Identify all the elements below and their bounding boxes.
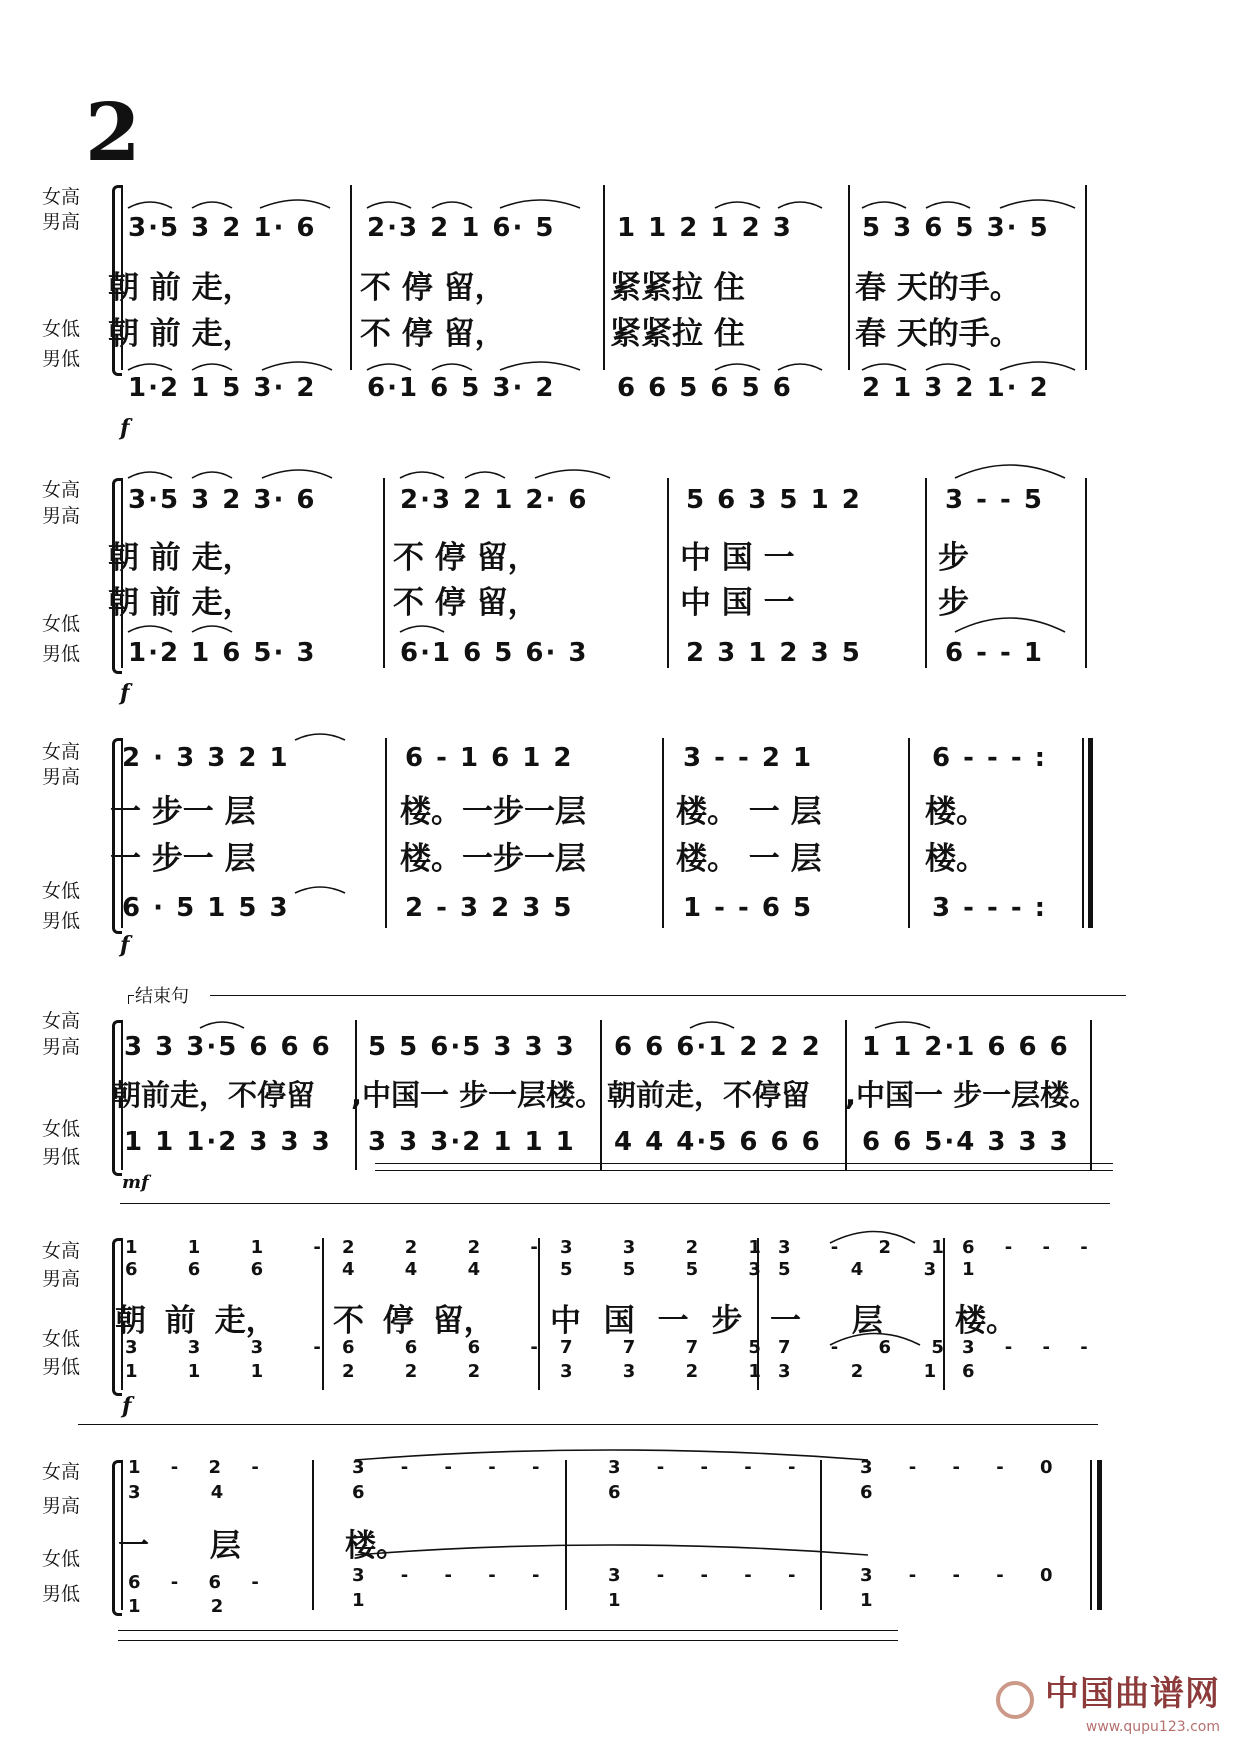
upper-measure-3: 5 6 3 5 1 2 [686,485,862,515]
slur [926,364,970,370]
slur [432,202,472,208]
lyric-line-2-m4: 步 [938,585,969,621]
voice-label-lower-2: 男低 [42,643,81,665]
voice-label-lower-2: 男低 [42,1146,81,1168]
lyric-m5: 楼。 [955,1303,1017,1339]
slur [862,202,906,208]
lyric-line-1-m1: 朝 前 走， [108,270,254,306]
slur [830,1232,915,1244]
section-label: 结束句 [135,986,189,1007]
slur [128,364,172,370]
lyric-line-2-m2: 不 停 留， [393,585,539,621]
slur [400,626,444,632]
slur [778,202,822,208]
lower-top-m4: 7 - 6 5 [778,1337,946,1358]
lower-bottom-m4: 1 [860,1590,875,1611]
upper-top-m3: 3 - - - - [608,1457,798,1478]
dynamic-mark: f [120,680,130,706]
upper-bottom-m2: 4 4 4 [342,1259,483,1280]
upper-top-m1: 1 1 1 - [125,1237,323,1258]
lyric-line-1-m4: 春 天的手。 [855,270,1021,306]
upper-bottom-m2: 6 [352,1482,367,1503]
lyric-line-2-m1: 朝 前 走， [108,585,254,621]
voice-label-lower-1: 女低 [42,1328,81,1350]
lower-measure-3: 6 6 5 6 5 6 [617,373,793,403]
upper-measure-3: 1 1 2 1 2 3 [617,213,793,243]
upper-bottom-m5: 1 [962,1259,977,1280]
lyric-line-1-m3: 中 国 一 [680,540,795,576]
lyric-m4: 一 层 [770,1303,883,1339]
lower-measure-1: 1·2 1 5 3· 2 [128,373,317,403]
lyric-line-2-m1: 朝 前 走， [108,316,254,352]
slur [1000,200,1075,208]
slur [1000,362,1075,370]
voice-label-upper-2: 男高 [42,1495,81,1517]
lyric-line-2-m4: 春 天的手。 [855,316,1021,352]
lyric-line-1-m3: 紧紧拉 住 [610,270,745,306]
lower-measure-2: 6·1 6 5 6· 3 [400,638,589,668]
upper-measure-4: 6 - - - : [932,743,1048,773]
watermark-name: 中国曲谱网 [1045,1673,1220,1714]
lyric-line-1-m4: 楼。 [925,794,987,830]
voice-label-upper-2: 男高 [42,1036,81,1058]
dynamic-mark: f [122,1393,132,1419]
slur [778,364,822,370]
lyric-line-1-m3: 楼。 一 层 [676,794,822,830]
upper-measure-2: 6 - 1 6 1 2 [405,743,574,773]
lyric-line-1-m2: 不 停 留， [360,270,506,306]
voice-label-lower-1: 女低 [42,613,81,635]
voice-label-upper-1: 女高 [42,1240,81,1262]
upper-top-m5: 6 - - - [962,1237,1090,1258]
lyric-line-2-m3: 紧紧拉 住 [610,316,745,352]
tie [355,1545,868,1555]
lower-measure-4: 6 6 5·4 3 3 3 [862,1127,1070,1157]
dynamic-mark: f [120,415,130,441]
lower-bottom-m4: 3 2 1 [778,1361,939,1382]
dynamic-mark: f [120,932,130,958]
upper-measure-4: 1 1 2·1 6 6 6 [862,1032,1070,1062]
lower-top-m5: 3 - - - [962,1337,1090,1358]
slur [690,1022,734,1028]
watermark-logo-icon [996,1681,1034,1719]
voice-label-lower-2: 男低 [42,348,81,370]
lower-measure-3: 4 4 4·5 6 6 6 [614,1127,822,1157]
upper-measure-1: 3·5 3 2 1· 6 [128,213,317,243]
lyric-line-2-m2: 不 停 留， [360,316,506,352]
voice-label-lower-2: 男低 [42,1583,81,1605]
lyric-line-1-m1: 朝前走，不停留 [112,1078,316,1112]
upper-top-m2: 3 - - - - [352,1457,542,1478]
lower-bottom-m3: 3 3 2 1 [560,1361,763,1382]
lower-top-m1: 3 3 3 - [125,1337,323,1358]
lower-measure-3: 1 - - 6 5 [683,893,814,923]
slur [955,465,1065,478]
lower-bottom-m3: 1 [608,1590,623,1611]
watermark [996,1666,1220,1736]
lower-measure-1: 1·2 1 6 5· 3 [128,638,317,668]
lower-bottom-m1: 1 1 1 [125,1361,266,1382]
slur [295,887,345,893]
lyric-line-1-m4: ,中国一 步一层楼。 [845,1078,1099,1112]
voice-label-upper-2: 男高 [42,211,81,233]
slur [262,470,332,478]
lyric-line-1-m1: 一 步一 层 [110,794,256,830]
slur [128,202,172,208]
upper-bottom-m1: 3 4 [128,1482,226,1503]
voice-label-upper-2: 男高 [42,766,81,788]
slur [192,202,232,208]
lyric-line-1-m4: 步 [938,540,969,576]
lower-bottom-m5: 6 [962,1361,977,1382]
voice-label-lower-1: 女低 [42,318,81,340]
slur [535,470,610,478]
upper-bottom-m4: 6 [860,1482,875,1503]
voice-label-lower-2: 男低 [42,910,81,932]
upper-measure-3: 6 6 6·1 2 2 2 [614,1032,822,1062]
slur [955,618,1065,632]
lyric-m3: 中 国 一 步 [550,1303,743,1339]
slur [400,472,444,478]
lower-bottom-m2: 1 [352,1590,367,1611]
slur [500,362,580,370]
upper-measure-2: 2·3 2 1 2· 6 [400,485,589,515]
upper-measure-4: 3 - - 5 [945,485,1044,515]
slur [500,200,580,208]
upper-measure-2: 2·3 2 1 6· 5 [367,213,556,243]
lower-measure-2: 3 3 3·2 1 1 1 [368,1127,576,1157]
lyric-line-1-m2: ,中国一 步一层楼。 [351,1078,605,1112]
upper-top-m4: 3 - - - 0 [860,1457,1055,1478]
upper-measure-1: 3·5 3 2 3· 6 [128,485,317,515]
upper-top-m3: 3 3 2 1 [560,1237,763,1258]
lyric-line-2-m2: 楼。一步一层 [400,841,586,877]
upper-bottom-m3: 6 [608,1482,623,1503]
lower-top-m4: 3 - - - 0 [860,1565,1055,1586]
slur [262,362,332,370]
upper-measure-1: 2 · 3 3 2 1 [122,743,290,773]
lyric-line-2-m4: 楼。 [925,841,987,877]
slur [432,364,472,370]
lyric-line-2-m3: 中 国 一 [680,585,795,621]
upper-top-m1: 1 - 2 - [128,1457,261,1478]
upper-bottom-m4: 5 4 3 [778,1259,939,1280]
upper-bottom-m1: 6 6 6 [125,1259,266,1280]
voice-label-lower-1: 女低 [42,1548,81,1570]
slur [875,1022,930,1028]
voice-label-upper-1: 女高 [42,1461,81,1483]
lyric-m2: 楼。 [345,1528,407,1564]
upper-measure-3: 3 - - 2 1 [683,743,814,773]
lower-top-m2: 3 - - - - [352,1565,542,1586]
lower-measure-3: 2 3 1 2 3 5 [686,638,862,668]
lower-measure-2: 2 - 3 2 3 5 [405,893,574,923]
lower-measure-2: 6·1 6 5 3· 2 [367,373,556,403]
lyric-line-2-m1: 一 步一 层 [110,841,256,877]
voice-label-upper-1: 女高 [42,186,81,208]
upper-top-m4: 3 - 2 1 [778,1237,946,1258]
upper-top-m2: 2 2 2 - [342,1237,540,1258]
lyric-m2: 不 停 留， [333,1303,495,1339]
lyric-line-1-m3: 朝前走，不停留 [607,1078,811,1112]
slur [192,472,232,478]
slur [367,202,411,208]
voice-label-upper-1: 女高 [42,479,81,501]
upper-measure-1: 3 3 3·5 6 6 6 [124,1032,332,1062]
slur [367,364,411,370]
voice-label-upper-1: 女高 [42,1010,81,1032]
lower-measure-1: 6 · 5 1 5 3 [122,893,290,923]
voice-label-lower-1: 女低 [42,1118,81,1140]
lower-top-m2: 6 6 6 - [342,1337,540,1358]
lyric-line-1-m1: 朝 前 走， [108,540,254,576]
lower-top-m3: 3 - - - - [608,1565,798,1586]
slur [465,472,505,478]
slur [715,364,760,370]
lower-measure-4: 6 - - 1 [945,638,1044,668]
voice-label-lower-1: 女低 [42,880,81,902]
slur [260,200,330,208]
voice-label-upper-2: 男高 [42,1268,81,1290]
voice-label-upper-2: 男高 [42,505,81,527]
upper-bottom-m3: 5 5 5 3 [560,1259,763,1280]
lyric-line-2-m3: 楼。 一 层 [676,841,822,877]
lyric-m1: 朝 前 走， [115,1303,277,1339]
slur [926,202,970,208]
lower-measure-4: 2 1 3 2 1· 2 [862,373,1050,403]
page-number: 2 [85,85,141,179]
tie [355,1450,868,1460]
dynamic-mark: mf [122,1172,149,1193]
lyric-line-1-m2: 楼。一步一层 [400,794,586,830]
watermark-url: www.qupu123.com [1085,1719,1220,1735]
slur [128,472,172,478]
lyric-line-1-m2: 不 停 留， [393,540,539,576]
lower-top-m3: 7 7 7 5 [560,1337,763,1358]
voice-label-upper-1: 女高 [42,741,81,763]
lyric-m1: 一 层 [118,1528,241,1564]
slur [862,364,906,370]
slur [830,1334,920,1346]
upper-measure-2: 5 5 6·5 3 3 3 [368,1032,576,1062]
slur [715,202,760,208]
lower-bottom-m1: 1 2 [128,1596,226,1617]
slur [295,734,345,740]
lower-top-m1: 6 - 6 - [128,1572,261,1593]
slur [192,626,232,632]
slur [192,364,232,370]
slur [200,1022,244,1028]
lower-measure-1: 1 1 1·2 3 3 3 [124,1127,332,1157]
lower-bottom-m2: 2 2 2 [342,1361,483,1382]
voice-label-lower-2: 男低 [42,1356,81,1378]
lower-measure-4: 3 - - - : [932,893,1048,923]
slur [128,626,172,632]
upper-measure-4: 5 3 6 5 3· 5 [862,213,1050,243]
